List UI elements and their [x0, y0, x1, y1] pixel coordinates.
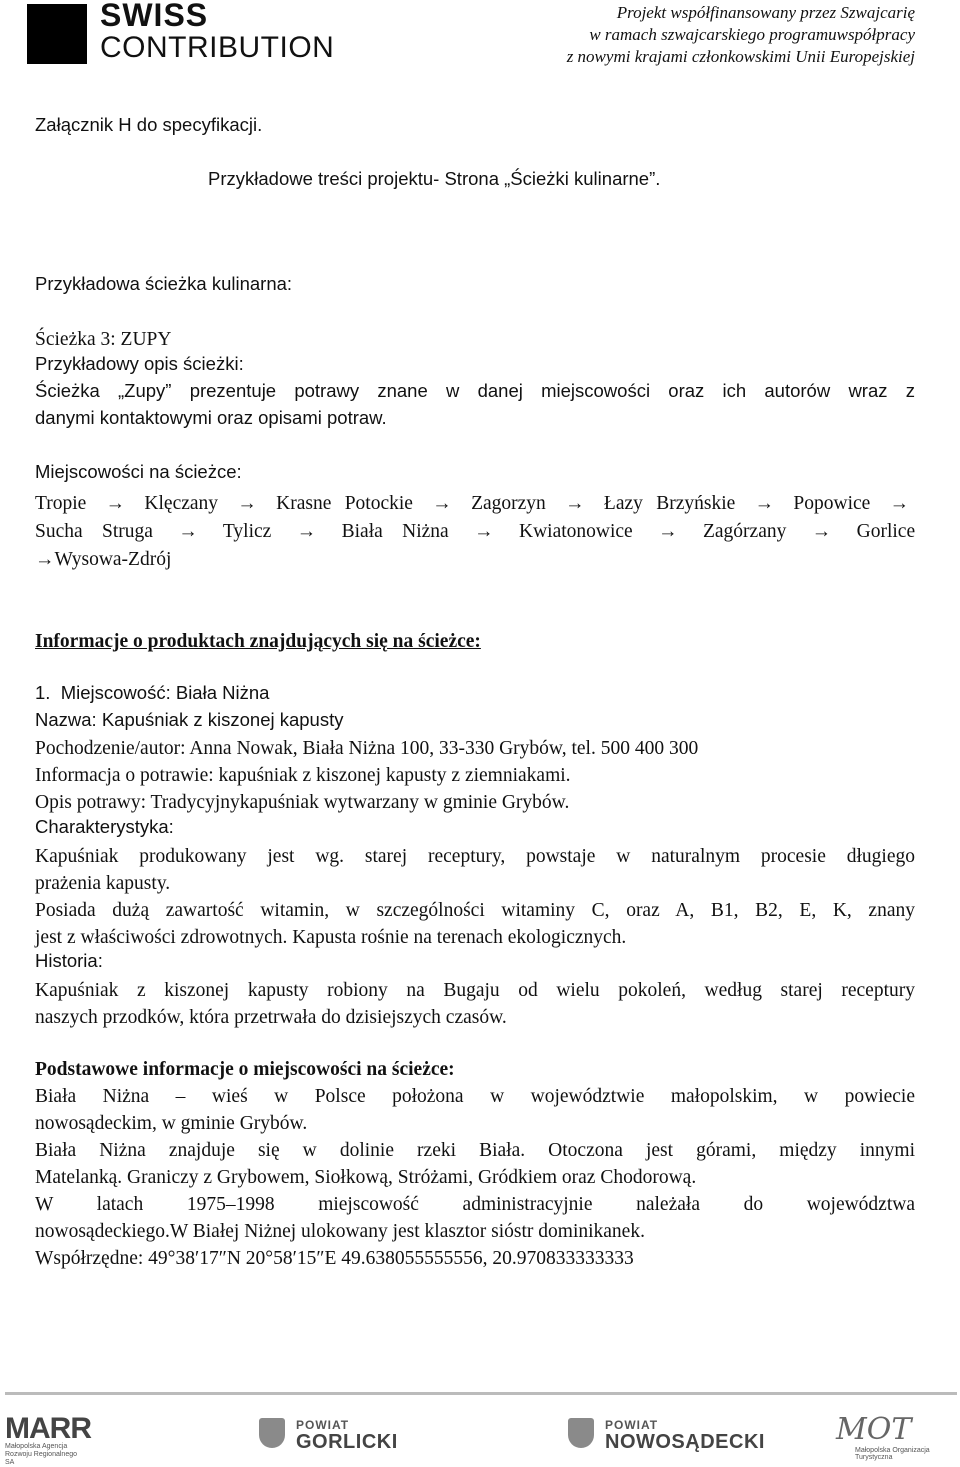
basic-info-line: nowosądeckiego.W Białej Niżnej ulokowany jest klasztor sióstr dominikanek. — [35, 1221, 645, 1242]
product-place-text: Miejscowość: Biała Niżna — [60, 682, 270, 703]
arrow-icon: → — [889, 493, 910, 514]
arrow-icon: → — [105, 493, 126, 514]
place-name: Sucha Struga — [35, 521, 153, 542]
marr-logo-caption: Małopolska Agencja Rozwoju Regionalnego SA — [5, 1443, 77, 1466]
place-name: Biała Niżna — [341, 521, 449, 542]
place-name: Zagorzyn — [471, 493, 546, 514]
header-cofinancing-note — [567, 2, 915, 68]
basic-info-line: W latach 1975–1998 miejscowość administracyjnie należała do województwa — [35, 1194, 915, 1215]
example-path-label: Przykładowa ścieżka kulinarna: — [35, 273, 293, 294]
place-name: Krasne Potockie — [276, 493, 413, 514]
page-subtitle: Przykładowe treści projektu- Strona „Ścieżki kulinarne”. — [208, 168, 661, 189]
places-line-2 — [35, 518, 915, 545]
place-name: Tylicz — [222, 521, 272, 542]
product-history-label: Historia: — [35, 950, 103, 971]
marr-logo: MARR — [5, 1412, 91, 1445]
products-heading: Informacje o produktach znajdujących się na ścieżce: — [35, 631, 481, 652]
arrow-icon: → — [658, 521, 678, 542]
arrow-icon: → — [35, 549, 55, 570]
arrow-icon: → — [474, 521, 494, 542]
product-desc: Opis potrawy: Tradycyjnykapuśniak wytwarzany w gminie Grybów. — [35, 792, 570, 813]
product-char-line: prażenia kapusty. — [35, 873, 171, 894]
swiss-contribution-logo-mark — [27, 4, 87, 64]
places-line-3 — [35, 546, 171, 573]
logo-text-swiss: SWISS — [100, 0, 209, 33]
place-name: Popowice — [793, 493, 871, 514]
basic-info-line: nowosądeckim, w gminie Grybów. — [35, 1113, 308, 1134]
arrow-icon: → — [432, 493, 452, 514]
powiat-nowosadecki-label: POWIAT — [605, 1418, 659, 1432]
mot-logo-caption: Małopolska Organizacja Turystyczna — [855, 1447, 930, 1461]
mot-logo: MOT — [836, 1412, 912, 1447]
basic-info-heading: Podstawowe informacje o miejscowości na ścieżce: — [35, 1059, 455, 1080]
product-name: Nazwa: Kapuśniak z kiszonej kapusty — [35, 709, 344, 730]
logo-text-contribution: CONTRIBUTION — [100, 31, 335, 64]
path-desc-line: Ścieżka „Zupy” prezentuje potrawy znane w danej miejscowości oraz ich autorów wraz z — [35, 380, 915, 401]
path-desc-label: Przykładowy opis ścieżki: — [35, 353, 244, 374]
arrow-icon: → — [178, 521, 198, 542]
powiat-gorlicki-name: GORLICKI — [296, 1431, 398, 1453]
arrow-icon: → — [237, 493, 257, 514]
footer-divider — [5, 1392, 957, 1395]
places-line-1 — [35, 490, 915, 517]
product-char-label: Charakterystyka: — [35, 816, 174, 837]
places-label: Miejscowości na ścieżce: — [35, 461, 242, 482]
place-name: Zagórzany — [702, 521, 787, 542]
place-name: Wysowa-Zdrój — [54, 549, 172, 570]
product-origin: Pochodzenie/autor: Anna Nowak, Biała Niżna 100, 33-330 Grybów, tel. 500 400 300 — [35, 738, 699, 759]
place-name: Łazy Brzyńskie — [603, 493, 736, 514]
header-note-line: Projekt współfinansowany przez Szwajcarię — [616, 3, 915, 22]
arrow-icon: → — [754, 493, 775, 514]
arrow-icon: → — [296, 521, 317, 542]
coordinates: Współrzędne: 49°38′17″N 20°58′15″E 49.638055555556, 20.970833333333 — [35, 1248, 634, 1269]
powiat-gorlicki-crest-icon — [259, 1418, 285, 1448]
basic-info-line: Biała Niżna znajduje się w dolinie rzeki Biała. Otoczona jest górami, między innymi — [35, 1140, 915, 1161]
basic-info-line: Biała Niżna – wieś w Polsce położona w województwie małopolskim, w powiecie — [35, 1086, 915, 1107]
path-desc-line: danymi kontaktowymi oraz opisami potraw. — [35, 407, 387, 428]
path-title — [35, 326, 171, 353]
product-char-line: Posiada dużą zawartość witamin, w szczególności witaminy C, oraz A, B1, B2, E, K, znany — [35, 900, 915, 921]
path-title-text: Ścieżka 3: ZUPY — [35, 329, 172, 350]
place-name: Klęczany — [144, 493, 219, 514]
product-info: Informacja o potrawie: kapuśniak z kiszonej kapusty z ziemniakami. — [35, 765, 571, 786]
product-number: 1. — [35, 682, 51, 703]
place-name: Tropie — [35, 493, 87, 514]
annex-title: Załącznik H do specyfikacji. — [35, 114, 263, 135]
arrow-icon: → — [565, 493, 585, 514]
product-char-line: Kapuśniak produkowany jest wg. starej receptury, powstaje w naturalnym procesie długiego — [35, 846, 915, 867]
header-note-line: z nowymi krajami członkowskimi Unii Europejskiej — [566, 47, 915, 66]
product-place — [35, 682, 269, 704]
product-history-line: Kapuśniak z kiszonej kapusty robiony na Bugaju od wielu pokoleń, według starej receptury — [35, 980, 915, 1001]
powiat-nowosadecki-crest-icon — [568, 1418, 594, 1448]
place-name: Gorlice — [856, 521, 916, 542]
product-char-line: jest z właściwości zdrowotnych. Kapusta rośnie na terenach ekologicznych. — [35, 927, 627, 948]
header-note-line: w ramach szwajcarskiego programuwspółpracy — [589, 25, 915, 44]
product-history-line: naszych przodków, która przetrwała do dzisiejszych czasów. — [35, 1007, 507, 1028]
basic-info-line: Matelanką. Graniczy z Grybowem, Siołkową, Stróżami, Gródkiem oraz Chodorową. — [35, 1167, 697, 1188]
place-name: Kwiatonowice — [518, 521, 633, 542]
arrow-icon: → — [811, 521, 832, 542]
powiat-nowosadecki-name: NOWOSĄDECKI — [605, 1431, 765, 1453]
powiat-gorlicki-label: POWIAT — [296, 1418, 350, 1432]
